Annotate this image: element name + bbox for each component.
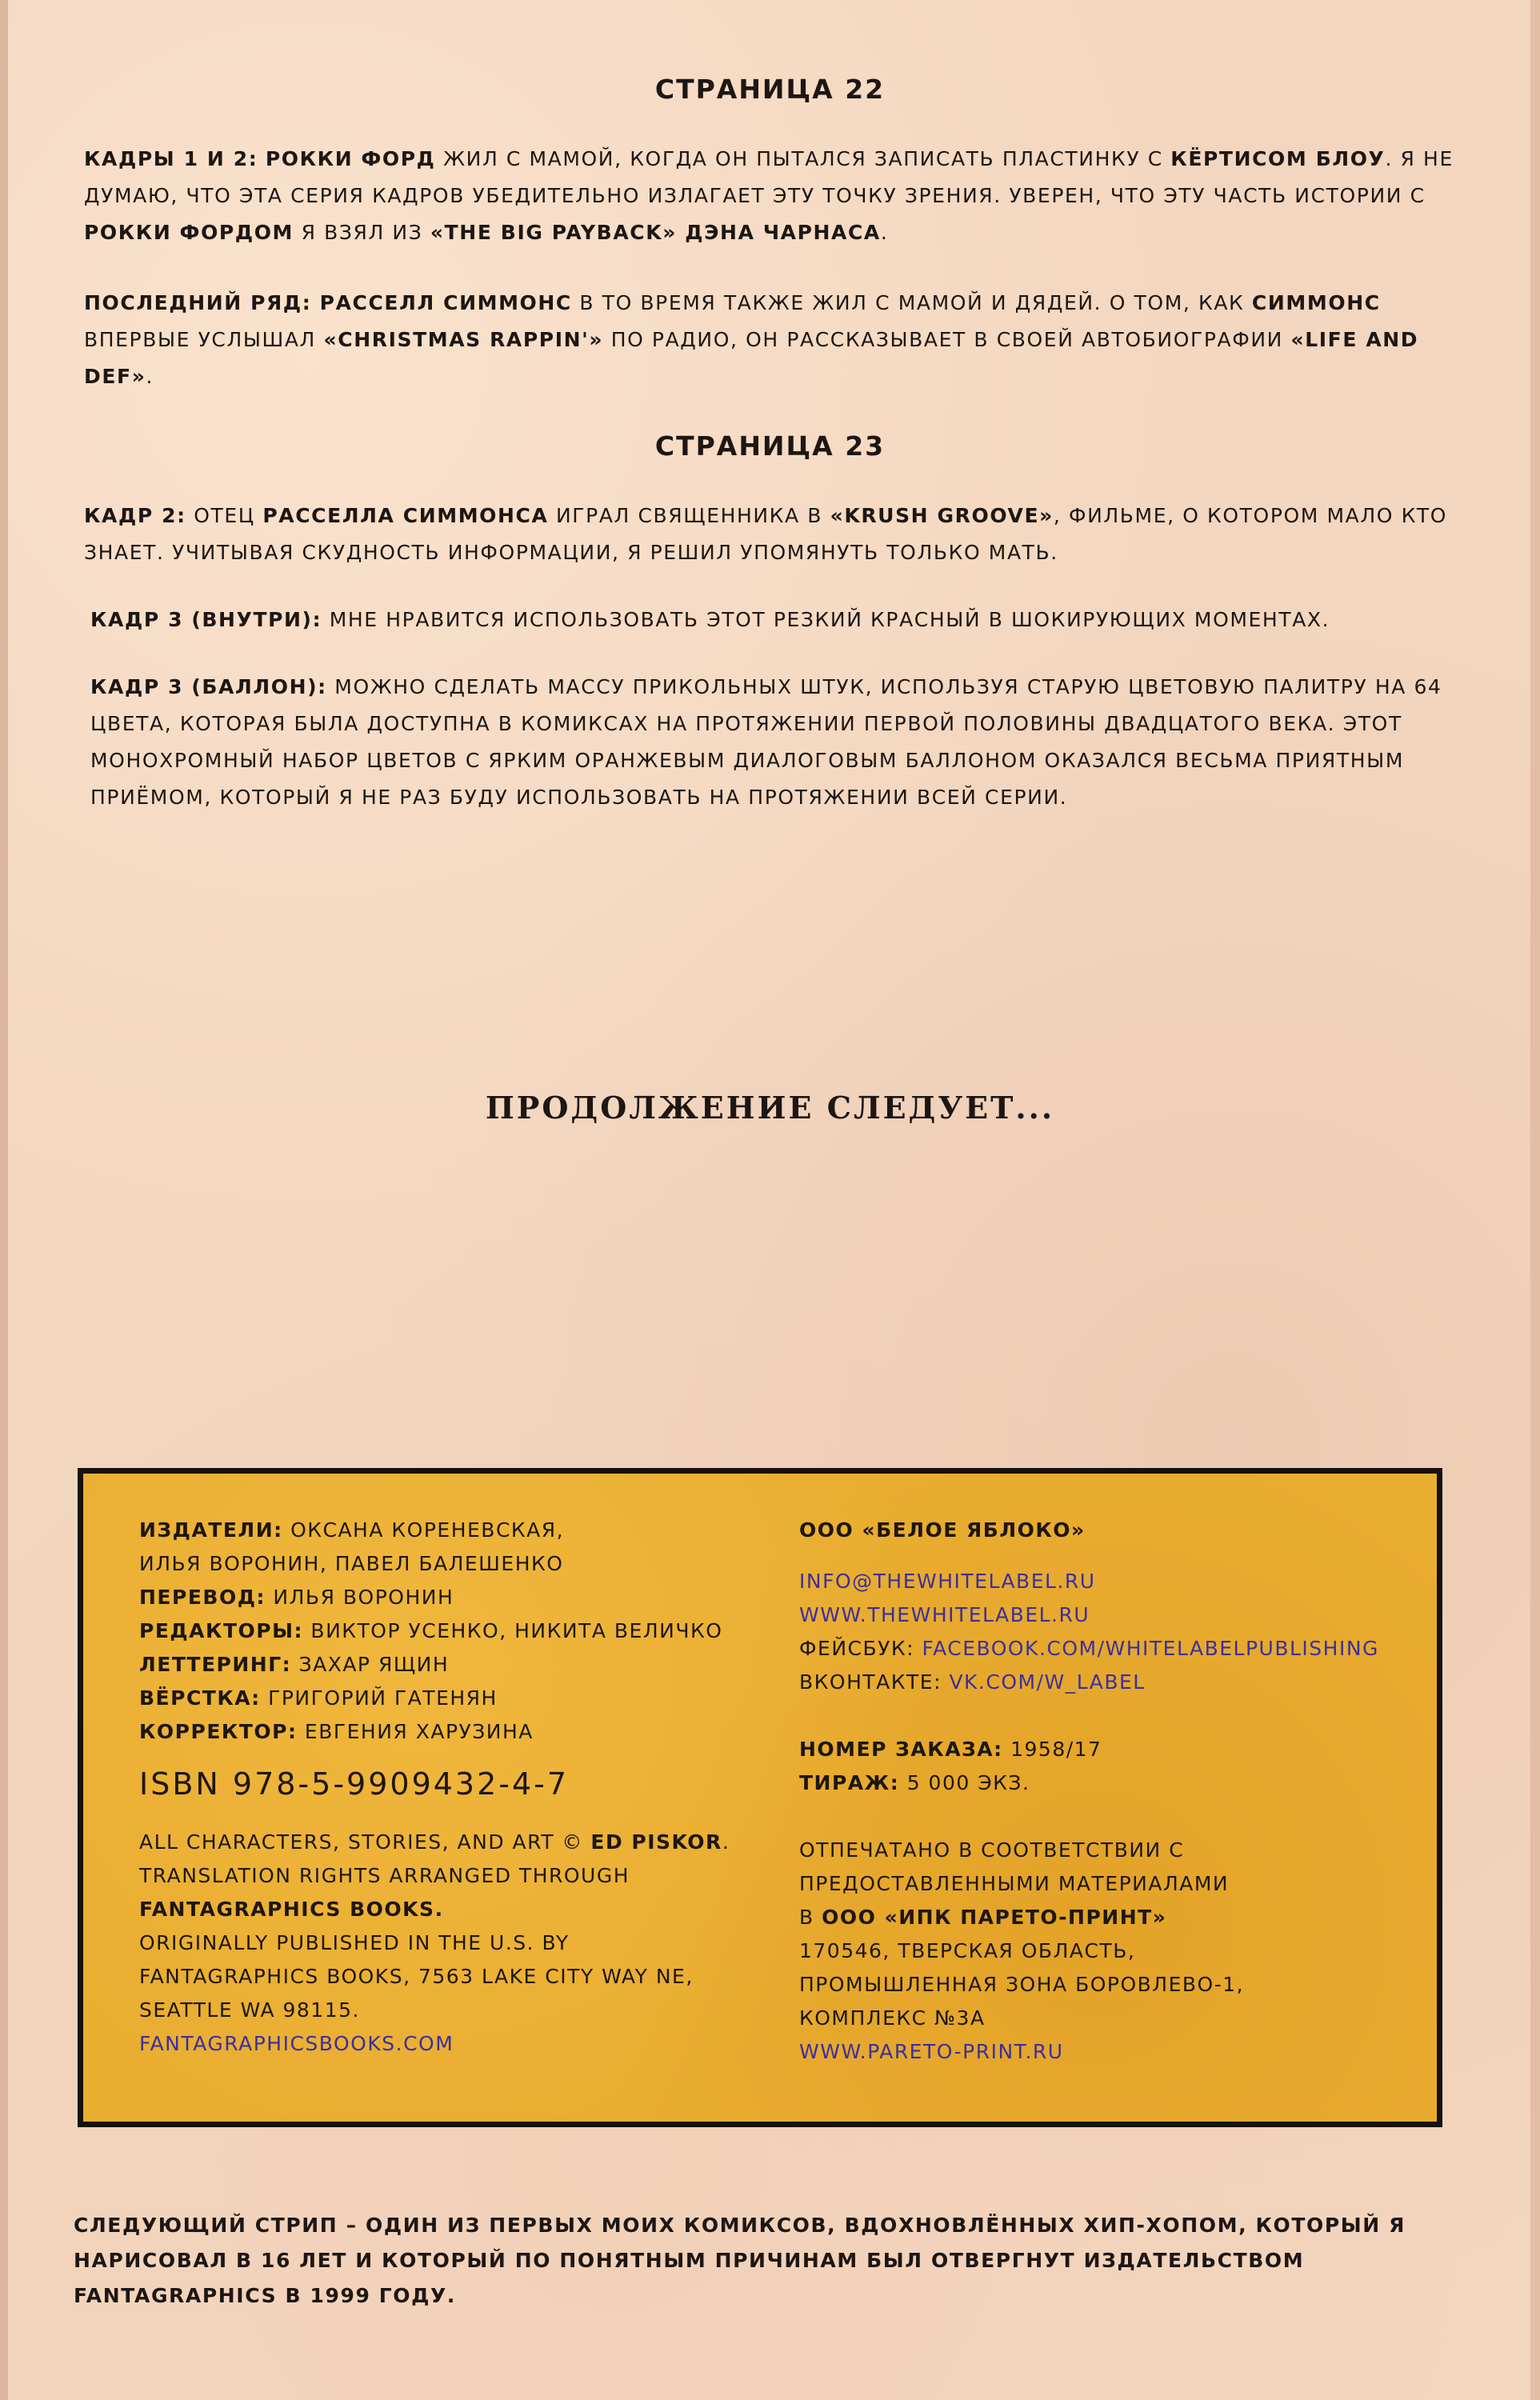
order-value: 1958/17 bbox=[1002, 1738, 1102, 1761]
publishers-label: ИЗДАТЕЛИ: bbox=[139, 1518, 283, 1542]
note-text: ОТЕЦ bbox=[186, 504, 263, 527]
layout-label: ВЁРСТКА: bbox=[139, 1686, 261, 1710]
fantagraphics-link[interactable]: FANTAGRAPHICSBOOKS.COM bbox=[139, 2032, 454, 2055]
note-frame-3-inside bbox=[90, 602, 1474, 638]
company-name bbox=[799, 1514, 1423, 1547]
credits-box bbox=[78, 1468, 1442, 2127]
rights-line-6: SEATTLE WA 98115. bbox=[139, 1998, 360, 2022]
corrector-line bbox=[139, 1715, 779, 1749]
credits-right-column bbox=[799, 1514, 1423, 2069]
note-label: КАДР 3 (ВНУТРИ): bbox=[90, 608, 322, 631]
note-last-row bbox=[84, 285, 1468, 395]
rights-text: ALL CHARACTERS, STORIES, AND ART © bbox=[139, 1830, 591, 1854]
note-label: КАДР 2: bbox=[84, 504, 186, 527]
print-run-value: 5 000 ЭКЗ. bbox=[899, 1771, 1030, 1794]
note-text: МНЕ НРАВИТСЯ ИСПОЛЬЗОВАТЬ ЭТОТ РЕЗКИЙ КРАСНЫЙ В ШОКИРУЮЩИХ МОМЕНТАХ. bbox=[322, 608, 1330, 631]
print-run-label: ТИРАЖ: bbox=[799, 1771, 900, 1794]
note-text: ВПЕРВЫЕ УСЛЫШАЛ bbox=[84, 328, 324, 351]
publishers-value: ОКСАНА КОРЕНЕВСКАЯ, bbox=[282, 1518, 565, 1542]
corrector-value: ЕВГЕНИЯ ХАРУЗИНА bbox=[297, 1720, 534, 1743]
lettering-value: ЗАХАР ЯЩИН bbox=[291, 1653, 450, 1676]
printer-link[interactable]: WWW.PARETO-PRINT.RU bbox=[799, 2040, 1064, 2063]
credits-left-column bbox=[139, 1514, 779, 2061]
facebook-label: ФЕЙСБУК: bbox=[799, 1637, 922, 1660]
corrector-label: КОРРЕКТОР: bbox=[139, 1720, 298, 1743]
printed-line-1: ОТПЕЧАТАНО В СООТВЕТСТВИИ С bbox=[799, 1838, 1185, 1862]
editors-label: РЕДАКТОРЫ: bbox=[139, 1619, 303, 1642]
page-right-edge bbox=[1530, 0, 1540, 2400]
vk-line bbox=[799, 1666, 1423, 1699]
layout-value: ГРИГОРИЙ ГАТЕНЯН bbox=[260, 1686, 498, 1710]
email-link[interactable]: INFO@THEWHITELABEL.RU bbox=[799, 1570, 1096, 1593]
printed-text: В bbox=[799, 1906, 822, 1929]
autobiography-title: «LIFE AND DEF» bbox=[84, 328, 1419, 388]
translation-line bbox=[139, 1581, 779, 1614]
fantagraphics-name: FANTAGRAPHICS BOOKS. bbox=[139, 1898, 444, 1921]
author-name: ED PISKOR bbox=[590, 1830, 722, 1854]
note-text: ИГРАЛ СВЯЩЕННИКА В bbox=[548, 504, 830, 527]
page-left-edge bbox=[0, 0, 8, 2400]
printed-line-4: 170546, ТВЕРСКАЯ ОБЛАСТЬ, bbox=[799, 1939, 1136, 1962]
book-title: «THE BIG PAYBACK» ДЭНА ЧАРНАСА bbox=[430, 221, 881, 244]
print-run-line bbox=[799, 1766, 1423, 1800]
note-text: . bbox=[880, 221, 889, 244]
to-be-continued: ПРОДОЛЖЕНИЕ СЛЕДУЕТ... bbox=[485, 1090, 1055, 1126]
heading-page-23: СТРАНИЦА 23 bbox=[654, 430, 886, 462]
website-link[interactable]: WWW.THEWHITELABEL.RU bbox=[799, 1603, 1090, 1626]
song-title: «CHRISTMAS RAPPIN'» bbox=[323, 328, 604, 351]
rights-line-3 bbox=[139, 1893, 779, 1926]
printed-line-6: КОМПЛЕКС №3А bbox=[799, 2006, 986, 2030]
vk-link[interactable]: VK.COM/W_LABEL bbox=[949, 1670, 1146, 1694]
order-label: НОМЕР ЗАКАЗА: bbox=[799, 1738, 1003, 1761]
note-frame-2 bbox=[84, 498, 1468, 571]
note-text: ПО РАДИО, ОН РАССКАЗЫВАЕТ В СВОЕЙ АВТОБИОГРАФИИ bbox=[603, 328, 1291, 351]
note-text: В ТО ВРЕМЯ ТАКЖЕ ЖИЛ С МАМОЙ И ДЯДЕЙ. О ТОМ, КАК bbox=[571, 291, 1252, 314]
heading-page-22: СТРАНИЦА 22 bbox=[654, 74, 886, 105]
note-frames-1-2 bbox=[84, 141, 1468, 251]
company-label: ООО «БЕЛОЕ ЯБЛОКО» bbox=[799, 1518, 1086, 1542]
editors-line bbox=[139, 1614, 779, 1648]
footer-note: СЛЕДУЮЩИЙ СТРИП – ОДИН ИЗ ПЕРВЫХ МОИХ КОМИКСОВ, ВДОХНОВЛЁННЫХ ХИП-ХОПОМ, КОТОРЫЙ Я НАРИСОВАЛ В 16 ЛЕТ И КОТОРЫЙ ПО ПОНЯТНЫМ ПРИЧИНАМ БЫЛ ОТВЕРГНУТ ИЗДАТЕЛЬСТВОМ FANTAGRAPHICS В 1999 ГОДУ. bbox=[74, 2214, 1406, 2307]
facebook-line bbox=[799, 1632, 1423, 1666]
printed-line-5: ПРОМЫШЛЕННАЯ ЗОНА БОРОВЛЕВО-1, bbox=[799, 1973, 1245, 1996]
name-kurtis-blow: КЁРТИСОМ БЛОУ bbox=[1170, 147, 1386, 170]
note-text: , ФИЛЬМЕ, О КОТОРОМ МАЛО КТО ЗНАЕТ. УЧИТЫВАЯ СКУДНОСТЬ ИНФОРМАЦИИ, Я РЕШИЛ УПОМЯНУТЬ ТОЛЬКО МАТЬ. bbox=[84, 504, 1448, 564]
layout-line bbox=[139, 1682, 779, 1715]
name-russell-simmons: РАССЕЛЛА СИММОНСА bbox=[262, 504, 549, 527]
rights-line-4: ORIGINALLY PUBLISHED IN THE U.S. BY bbox=[139, 1931, 570, 1954]
rights-text: . bbox=[722, 1830, 730, 1854]
film-title: «KRUSH GROOVE» bbox=[830, 504, 1054, 527]
rights-line-2: TRANSLATION RIGHTS ARRANGED THROUGH bbox=[139, 1864, 630, 1887]
name-rocky-ford-2: РОККИ ФОРДОМ bbox=[84, 221, 294, 244]
translation-label: ПЕРЕВОД: bbox=[139, 1586, 266, 1609]
isbn: ISBN 978-5-9909432-4-7 bbox=[139, 1766, 570, 1802]
facebook-link[interactable]: FACEBOOK.COM/WHITELABELPUBLISHING bbox=[922, 1637, 1379, 1660]
note-label: ПОСЛЕДНИЙ РЯД: РАССЕЛЛ СИММОНС bbox=[84, 291, 572, 314]
printed-line-2: ПРЕДОСТАВЛЕННЫМИ МАТЕРИАЛАМИ bbox=[799, 1872, 1230, 1895]
rights-line-1 bbox=[139, 1826, 779, 1859]
note-text: ЖИЛ С МАМОЙ, КОГДА ОН ПЫТАЛСЯ ЗАПИСАТЬ ПЛАСТИНКУ С bbox=[435, 147, 1171, 170]
rights-line-5: FANTAGRAPHICS BOOKS, 7563 LAKE CITY WAY NE, bbox=[139, 1965, 694, 1988]
lettering-label: ЛЕТТЕРИНГ: bbox=[139, 1653, 292, 1676]
note-text: Я ВЗЯЛ ИЗ bbox=[294, 221, 430, 244]
note-text: . bbox=[146, 365, 154, 388]
name-simmons: СИММОНС bbox=[1251, 291, 1381, 314]
vk-label: ВКОНТАКТЕ: bbox=[799, 1670, 950, 1694]
note-label: КАДР 3 (БАЛЛОН): bbox=[90, 675, 327, 698]
printed-line-3 bbox=[799, 1901, 1423, 1934]
note-frame-3-balloon bbox=[90, 669, 1468, 816]
publishers-line-2: ИЛЬЯ ВОРОНИН, ПАВЕЛ БАЛЕШЕНКО bbox=[139, 1552, 564, 1575]
lettering-line bbox=[139, 1648, 779, 1682]
editors-value: ВИКТОР УСЕНКО, НИКИТА ВЕЛИЧКО bbox=[302, 1619, 723, 1642]
printer-name: ООО «ИПК ПАРЕТО-ПРИНТ» bbox=[822, 1906, 1167, 1929]
note-text: МОЖНО СДЕЛАТЬ МАССУ ПРИКОЛЬНЫХ ШТУК, ИСПОЛЬЗУЯ СТАРУЮ ЦВЕТОВУЮ ПАЛИТРУ НА 64 ЦВЕТА, КОТОРАЯ БЫЛА ДОСТУПНА В КОМИКСАХ НА ПРОТЯЖЕНИИ ПЕРВОЙ ПОЛОВИНЫ ДВАДЦАТОГО ВЕКА. ЭТОТ МОНОХРОМНЫЙ НАБОР ЦВЕТОВ С ЯРКИМ ОРАНЖЕВЫМ ДИАЛОГОВЫМ БАЛЛОНОМ ОКАЗАЛСЯ ВЕСЬМА ПРИЯТНЫМ ПРИЁМОМ, КОТОРЫЙ Я НЕ РАЗ БУДУ ИСПОЛЬЗОВАТЬ НА ПРОТЯЖЕНИИ ВСЕЙ СЕРИИ. bbox=[90, 675, 1442, 809]
translation-value: ИЛЬЯ ВОРОНИН bbox=[265, 1586, 454, 1609]
note-label: КАДРЫ 1 И 2: bbox=[84, 147, 258, 170]
publishers-line bbox=[139, 1514, 779, 1547]
note-text: . Я НЕ ДУМАЮ, ЧТО ЭТА СЕРИЯ КАДРОВ УБЕДИТЕЛЬНО ИЗЛАГАЕТ ЭТУ ТОЧКУ ЗРЕНИЯ. УВЕРЕН, ЧТО ЭТУ ЧАСТЬ ИСТОРИИ С bbox=[84, 147, 1454, 207]
order-number-line bbox=[799, 1733, 1423, 1766]
name-rocky-ford: РОККИ ФОРД bbox=[265, 147, 436, 170]
